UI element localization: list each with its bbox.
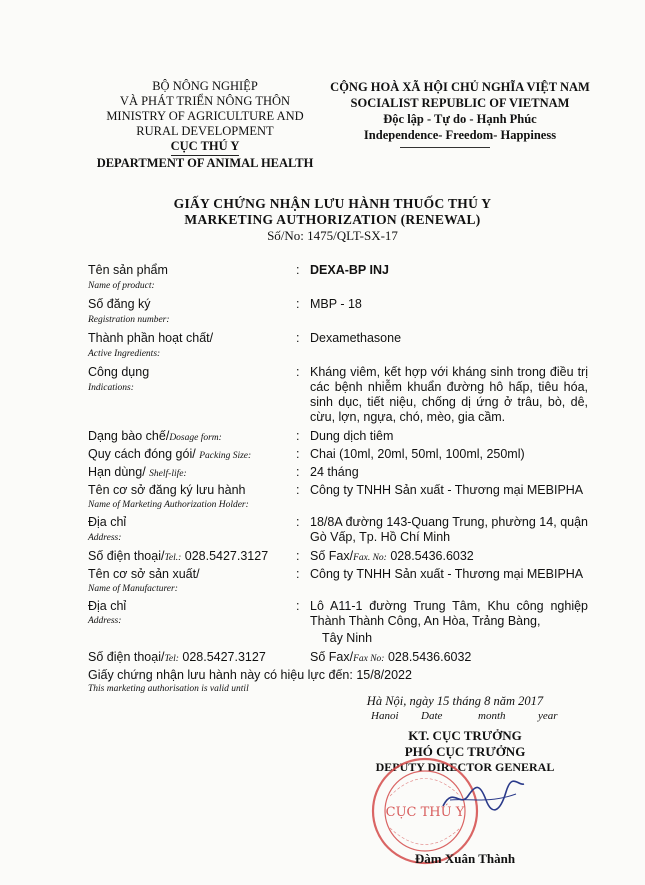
mfr-fax-label-en: Fax No: [353, 654, 385, 664]
sign-title-2: PHÓ CỤC TRƯỞNG [404, 744, 526, 759]
holder-fax-label-en: Fax. No: [353, 553, 387, 563]
ingredients-label-en: Active Ingredients: [88, 349, 161, 359]
ministry-line-1: BỘ NÔNG NGHIỆP [152, 79, 258, 93]
holder-label-en: Name of Marketing Authorization Holder: [88, 500, 249, 510]
shelf-life-label-en: Shelf-life: [149, 469, 187, 479]
holder-address-value: 18/8A đường 143-Quang Trung, phường 14, quận Gò Vấp, Tp. Hồ Chí Minh [310, 515, 588, 544]
date-en-date: Date [421, 710, 443, 722]
validity-label-en: This marketing authorisation is valid until [88, 684, 249, 694]
validity-label: Giấy chứng nhận lưu hành này có hiệu lực đến: [88, 668, 353, 682]
ingredients-label: Thành phần hoạt chất/ [88, 331, 214, 345]
validity-date: 15/8/2022 [356, 668, 412, 682]
mfr-fax-label: Số Fax/ [310, 650, 354, 664]
colon: : [296, 549, 300, 563]
holder-phone-label [88, 549, 268, 563]
colon: : [296, 465, 300, 479]
colon: : [296, 297, 300, 311]
colon: : [296, 567, 300, 581]
holder-phone-label-vn: Số điện thoại/ [88, 549, 165, 563]
registration-value: MBP - 18 [310, 297, 362, 311]
mfr-fax [310, 650, 471, 664]
product-name-label-en: Name of product: [88, 281, 155, 291]
country-en: SOCIALIST REPUBLIC OF VIETNAM [350, 96, 570, 110]
holder-phone-value: 028.5427.3127 [184, 549, 269, 563]
ministry-block [70, 79, 340, 171]
holder-value: Công ty TNHH Sản xuất - Thương mại MEBIPHA [310, 483, 584, 497]
dosage-form-value: Dung dịch tiêm [310, 429, 394, 443]
holder-fax-value: 028.5436.6032 [390, 549, 474, 563]
shelf-life-value: 24 tháng [310, 465, 359, 479]
colon: : [296, 365, 300, 379]
date-en-year: year [538, 710, 558, 722]
mfr-phone-label-vn: Số điện thoại/ [88, 650, 165, 664]
shelf-life-label [88, 465, 187, 479]
packing-label-en: Packing Size: [199, 451, 252, 461]
title-en: MARKETING AUTHORIZATION (RENEWAL) [184, 212, 481, 227]
colon: : [296, 263, 300, 277]
holder-label: Tên cơ sở đăng ký lưu hành [88, 483, 246, 497]
dept-vn: CỤC THÚ Y [171, 139, 240, 156]
motto-vn: Độc lập - Tự do - Hạnh Phúc [383, 112, 537, 126]
ministry-line-3: MINISTRY OF AGRICULTURE AND [106, 109, 304, 123]
certificate-number [60, 228, 605, 244]
shelf-life-label-vn: Hạn dùng/ [88, 465, 146, 479]
packing-label [88, 447, 251, 461]
date-en-month: month [478, 710, 506, 722]
colon: : [296, 515, 300, 529]
colon: : [296, 429, 300, 443]
indications-label: Công dụng [88, 365, 150, 379]
packing-label-vn: Quy cách đóng gói/ [88, 447, 196, 461]
manufacturer-label-en: Name of Manufacturer: [88, 584, 178, 594]
mfr-phone-value: 028.5427.3127 [182, 650, 266, 664]
country-block [305, 79, 615, 143]
registration-label: Số đăng ký [88, 297, 151, 311]
dosage-form-label-en: Dosage form: [169, 433, 222, 443]
mfr-address-label: Địa chỉ [88, 599, 127, 613]
mfr-fax-value: 028.5436.6032 [387, 650, 472, 664]
mfr-phone-label [88, 650, 266, 664]
mfr-phone-label-en: Tel: [164, 654, 179, 664]
mfr-address-label-en: Address: [88, 616, 122, 626]
country-vn: CỘNG HOÀ XÃ HỘI CHỦ NGHĨA VIỆT NAM [330, 80, 590, 94]
product-name-value: DEXA-BP INJ [310, 263, 389, 277]
date-en-hanoi: Hanoi [371, 710, 399, 722]
registration-label-en: Registration number: [88, 315, 170, 325]
number-label: Số/No: [267, 228, 304, 243]
holder-fax-label: Số Fax/ [310, 549, 354, 563]
product-name-label: Tên sản phẩm [88, 263, 168, 277]
signer-name: Đàm Xuân Thành [414, 851, 516, 866]
dosage-form-label-vn: Dạng bào chế/ [88, 429, 170, 443]
holder-fax [310, 549, 474, 563]
colon: : [296, 447, 300, 461]
stamp-text: CỤC THÚ Y [385, 805, 465, 820]
dosage-form-label [88, 429, 222, 443]
colon: : [296, 483, 300, 497]
manufacturer-value: Công ty TNHH Sản xuất - Thương mại MEBIPHA [310, 567, 584, 581]
colon: : [296, 331, 300, 345]
indications-label-en: Indications: [88, 383, 134, 393]
holder-phone-label-en: Tel.: [164, 553, 182, 563]
ministry-line-2: VÀ PHÁT TRIỂN NÔNG THÔN [119, 94, 291, 108]
ministry-line-4: RURAL DEVELOPMENT [136, 124, 274, 138]
holder-address-label-en: Address: [88, 533, 122, 543]
number-value: 1475/QLT-SX-17 [307, 228, 398, 243]
sign-title-1: KT. CỤC TRƯỞNG [408, 728, 522, 743]
motto-underline [400, 147, 490, 148]
dept-en: DEPARTMENT OF ANIMAL HEALTH [96, 156, 314, 170]
manufacturer-label: Tên cơ sở sản xuất/ [88, 567, 200, 581]
validity-line [88, 668, 412, 682]
colon: : [296, 599, 300, 613]
ingredients-value: Dexamethasone [310, 331, 402, 345]
motto-en: Independence- Freedom- Happiness [363, 128, 557, 142]
indications-value: Kháng viêm, kết hợp với kháng sinh trong điều trị các bệnh nhiễm khuẩn đường hô hấp, tiêu hóa, sinh dục, tiết niệu, chống dị ứng ở trâu, bò, dê, cừu, lợn, ngựa, chó, mèo, gia cầm. [310, 365, 588, 424]
mfr-address-value: Lô A11-1 đường Trung Tâm, Khu công nghiệp Thành Thành Công, An Hòa, Trảng Bàng, [310, 599, 588, 628]
handwritten-signature [438, 778, 528, 823]
mfr-address-line2: Tây Ninh [322, 631, 373, 645]
title-vn: GIẤY CHỨNG NHẬN LƯU HÀNH THUỐC THÚ Y [173, 196, 492, 211]
sign-date-vn: Hà Nội, ngày 15 tháng 8 năm 2017 [366, 694, 544, 708]
packing-value: Chai (10ml, 20ml, 50ml, 100ml, 250ml) [310, 447, 525, 461]
sign-title-3: DEPUTY DIRECTOR GENERAL [375, 760, 555, 774]
holder-address-label: Địa chỉ [88, 515, 127, 529]
